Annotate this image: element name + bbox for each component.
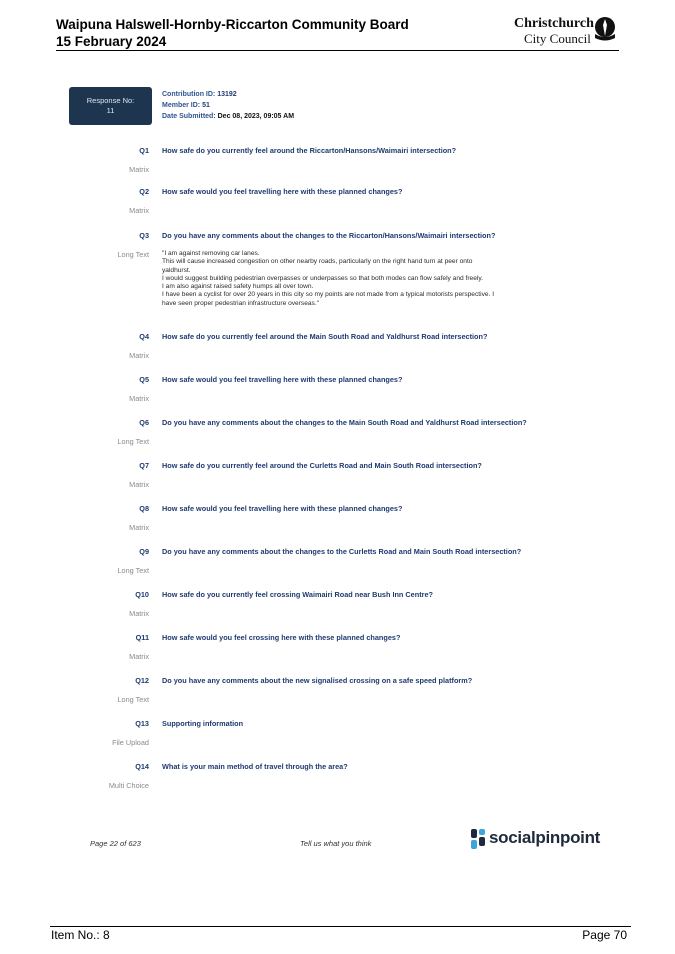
- question-text: How safe do you currently feel around the Riccarton/Hansons/Waimairi intersection?: [162, 146, 457, 155]
- footer-tagline: Tell us what you think: [300, 839, 372, 848]
- question-text: How safe would you feel travelling here with these planned changes?: [162, 504, 403, 513]
- question-text: Do you have any comments about the changes to the Curletts Road and Main South Road intersection?: [162, 547, 522, 556]
- survey-page-number: Page 22 of 623: [90, 839, 141, 848]
- question-number: Q13: [135, 719, 149, 728]
- question-number: Q8: [139, 504, 149, 513]
- question-type: Long Text: [117, 566, 149, 575]
- question-text: How safe do you currently feel around the Main South Road and Yaldhurst Road intersection?: [162, 332, 488, 341]
- question-text: How safe would you feel travelling here with these planned changes?: [162, 187, 403, 196]
- item-number: Item No.: 8: [51, 928, 110, 942]
- question-text: Do you have any comments about the new signalised crossing on a safe speed platform?: [162, 676, 473, 685]
- pin-icon: [470, 829, 486, 849]
- date-row: [162, 111, 294, 122]
- page-number: Page 70: [582, 928, 627, 942]
- footer-rule: [50, 926, 631, 927]
- question-number: Q6: [139, 418, 149, 427]
- question-text: Supporting information: [162, 719, 244, 728]
- board-name: Waipuna Halswell-Hornby-Riccarton Community Board: [56, 17, 409, 32]
- question-number: Q2: [139, 187, 149, 196]
- council-logo: [514, 16, 616, 46]
- contribution-value: 13192: [217, 91, 237, 98]
- question-type: File Upload: [112, 738, 149, 747]
- socialpinpoint-logo: [470, 828, 600, 850]
- question-number: Q1: [139, 146, 149, 155]
- question-number: Q9: [139, 547, 149, 556]
- question-type: Long Text: [117, 695, 149, 704]
- answer-line: have seen proper pedestrian infrastructure overseas.": [162, 299, 320, 307]
- question-number: Q12: [135, 676, 149, 685]
- brand-name: socialpinpoint: [489, 828, 601, 847]
- question-type: Matrix: [129, 523, 149, 532]
- question-text: How safe would you feel crossing here with these planned changes?: [162, 633, 401, 642]
- answer-line: This will cause increased congestion on other nearby roads, particularly on the right hand turn at peer onto: [162, 258, 473, 266]
- question-type: Matrix: [129, 165, 149, 174]
- question-text: How safe would you feel travelling here with these planned changes?: [162, 375, 403, 384]
- question-number: Q5: [139, 375, 149, 384]
- answer-line: "I am against removing car lanes.: [162, 250, 260, 257]
- question-type: Matrix: [129, 480, 149, 489]
- date-value: Dec 08, 2023, 09:05 AM: [217, 113, 295, 120]
- question-number: Q14: [135, 762, 149, 771]
- question-number: Q11: [135, 633, 149, 642]
- question-text: How safe do you currently feel crossing Waimairi Road near Bush Inn Centre?: [162, 590, 433, 599]
- response-badge: [69, 87, 152, 125]
- answer-line: I am also against raised safety humps all over town.: [162, 283, 314, 291]
- q3-answer: [162, 250, 582, 308]
- question-type: Matrix: [129, 394, 149, 403]
- cathedral-icon: [594, 16, 616, 42]
- question-type: Long Text: [117, 250, 149, 259]
- question-number: Q10: [135, 590, 149, 599]
- contribution-id-row: [162, 89, 294, 100]
- member-id-row: [162, 100, 294, 111]
- question-number: Q3: [139, 231, 149, 240]
- question-text: Do you have any comments about the changes to the Main South Road and Yaldhurst Road intersection?: [162, 418, 527, 427]
- header-rule: [56, 50, 619, 51]
- member-value: 51: [202, 102, 210, 109]
- answer-line: yaldhurst.: [162, 266, 191, 274]
- question-text: How safe do you currently feel around the Curletts Road and Main South Road intersection?: [162, 461, 482, 470]
- question-text: Do you have any comments about the changes to the Riccarton/Hansons/Waimairi intersection?: [162, 231, 496, 240]
- logo-line1: Christchurch: [514, 16, 594, 31]
- contribution-label: Contribution ID:: [162, 91, 216, 98]
- question-number: Q7: [139, 461, 149, 470]
- logo-line2: City Council: [524, 31, 591, 46]
- question-type: Matrix: [129, 206, 149, 215]
- question-number: Q4: [139, 332, 149, 341]
- question-type: Multi Choice: [108, 781, 149, 790]
- answer-line: I would suggest building pedestrian overpasses or underpasses so that both modes can flow safely and freely.: [162, 274, 483, 282]
- response-number: 11: [106, 106, 115, 115]
- answer-line: I have been a cyclist for over 20 years in this city so my points are not made from a typical motorists perspective. I: [162, 291, 495, 299]
- response-label: Response No:: [86, 96, 135, 105]
- question-type: Matrix: [129, 351, 149, 360]
- question-type: Matrix: [129, 609, 149, 618]
- member-label: Member ID:: [162, 102, 201, 109]
- question-type: Matrix: [129, 652, 149, 661]
- response-meta: [162, 89, 294, 122]
- date-label: Date Submitted:: [162, 113, 216, 120]
- meeting-date: 15 February 2024: [56, 34, 167, 49]
- question-type: Long Text: [117, 437, 149, 446]
- header-title: [56, 16, 409, 50]
- question-text: What is your main method of travel through the area?: [162, 762, 348, 771]
